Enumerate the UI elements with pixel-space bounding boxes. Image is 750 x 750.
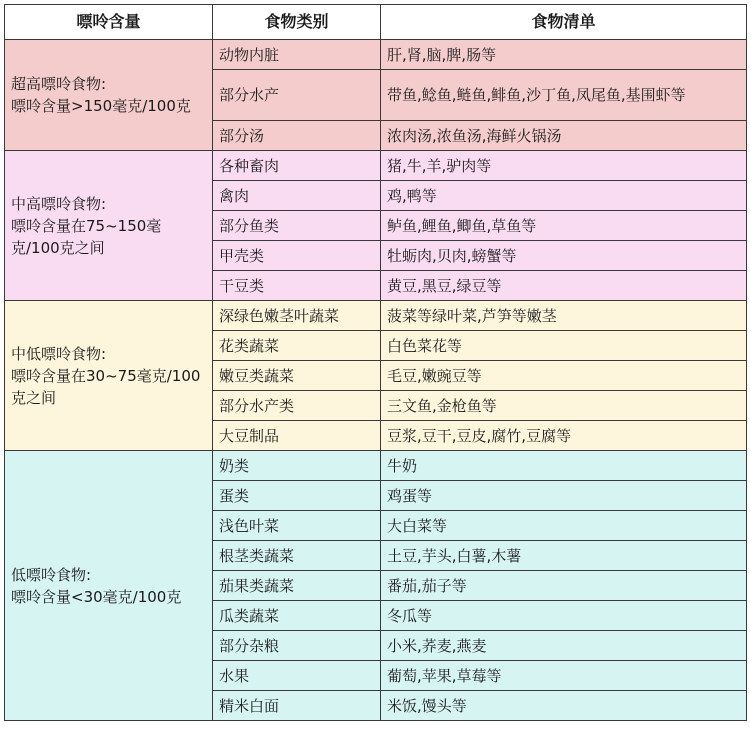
table-row	[5, 151, 747, 181]
foods-cell: 菠菜等绿叶菜,芦笋等嫩茎	[381, 301, 747, 331]
table-row	[5, 301, 747, 331]
foods-cell: 带鱼,鲶鱼,鲢鱼,鲱鱼,沙丁鱼,凤尾鱼,基围虾等	[381, 70, 747, 121]
level-name: 中高嘌呤食物:	[11, 194, 107, 213]
category-cell: 动物内脏	[213, 40, 381, 70]
group-very-high	[5, 40, 747, 151]
category-cell: 深绿色嫩茎叶蔬菜	[213, 301, 381, 331]
foods-cell: 豆浆,豆干,豆皮,腐竹,豆腐等	[381, 421, 747, 451]
category-cell: 根茎类蔬菜	[213, 541, 381, 571]
foods-cell: 毛豆,嫩豌豆等	[381, 361, 747, 391]
category-cell: 水果	[213, 661, 381, 691]
level-cell	[5, 301, 213, 451]
table-row	[5, 451, 747, 481]
category-cell: 精米白面	[213, 691, 381, 721]
foods-cell: 小米,荞麦,燕麦	[381, 631, 747, 661]
foods-cell: 牡蛎肉,贝肉,螃蟹等	[381, 241, 747, 271]
foods-cell: 大白菜等	[381, 511, 747, 541]
level-range: 嘌呤含量在75~150毫克/100克之间	[11, 216, 162, 257]
foods-cell: 鸡蛋等	[381, 481, 747, 511]
group-low	[5, 451, 747, 721]
level-range: 嘌呤含量在30~75毫克/100克之间	[11, 366, 201, 407]
category-cell: 部分水产类	[213, 391, 381, 421]
foods-cell: 黄豆,黑豆,绿豆等	[381, 271, 747, 301]
foods-cell: 牛奶	[381, 451, 747, 481]
category-cell: 瓜类蔬菜	[213, 601, 381, 631]
foods-cell: 猪,牛,羊,驴肉等	[381, 151, 747, 181]
category-cell: 部分鱼类	[213, 211, 381, 241]
header-purine-content: 嘌呤含量	[5, 5, 213, 40]
header-food-category: 食物类别	[213, 5, 381, 40]
foods-cell: 土豆,芋头,白薯,木薯	[381, 541, 747, 571]
level-cell	[5, 451, 213, 721]
level-name: 低嘌呤食物:	[11, 565, 92, 584]
foods-cell: 冬瓜等	[381, 601, 747, 631]
level-cell	[5, 151, 213, 301]
category-cell: 部分杂粮	[213, 631, 381, 661]
foods-cell: 白色菜花等	[381, 331, 747, 361]
foods-cell: 鸡,鸭等	[381, 181, 747, 211]
foods-cell: 鲈鱼,鲤鱼,鲫鱼,草鱼等	[381, 211, 747, 241]
category-cell: 大豆制品	[213, 421, 381, 451]
table-header-row	[5, 5, 747, 40]
foods-cell: 浓肉汤,浓鱼汤,海鲜火锅汤	[381, 121, 747, 151]
category-cell: 禽肉	[213, 181, 381, 211]
foods-cell: 番茄,茄子等	[381, 571, 747, 601]
category-cell: 部分汤	[213, 121, 381, 151]
group-mid-high	[5, 151, 747, 301]
level-name: 超高嘌呤食物:	[11, 75, 107, 93]
group-mid-low	[5, 301, 747, 451]
level-cell	[5, 40, 213, 151]
level-range: 嘌呤含量>150毫克/100克	[11, 97, 191, 115]
purine-table	[4, 4, 747, 721]
level-name: 中低嘌呤食物:	[11, 344, 107, 363]
category-cell: 嫩豆类蔬菜	[213, 361, 381, 391]
foods-cell: 葡萄,苹果,草莓等	[381, 661, 747, 691]
category-cell: 蛋类	[213, 481, 381, 511]
category-cell: 奶类	[213, 451, 381, 481]
category-cell: 干豆类	[213, 271, 381, 301]
foods-cell: 肝,肾,脑,脾,肠等	[381, 40, 747, 70]
category-cell: 浅色叶菜	[213, 511, 381, 541]
header-food-list: 食物清单	[381, 5, 747, 40]
category-cell: 各种畜肉	[213, 151, 381, 181]
foods-cell: 米饭,馒头等	[381, 691, 747, 721]
category-cell: 花类蔬菜	[213, 331, 381, 361]
level-range: 嘌呤含量<30毫克/100克	[11, 587, 182, 606]
category-cell: 茄果类蔬菜	[213, 571, 381, 601]
category-cell: 部分水产	[213, 70, 381, 121]
foods-cell: 三文鱼,金枪鱼等	[381, 391, 747, 421]
category-cell: 甲壳类	[213, 241, 381, 271]
table-row	[5, 40, 747, 70]
